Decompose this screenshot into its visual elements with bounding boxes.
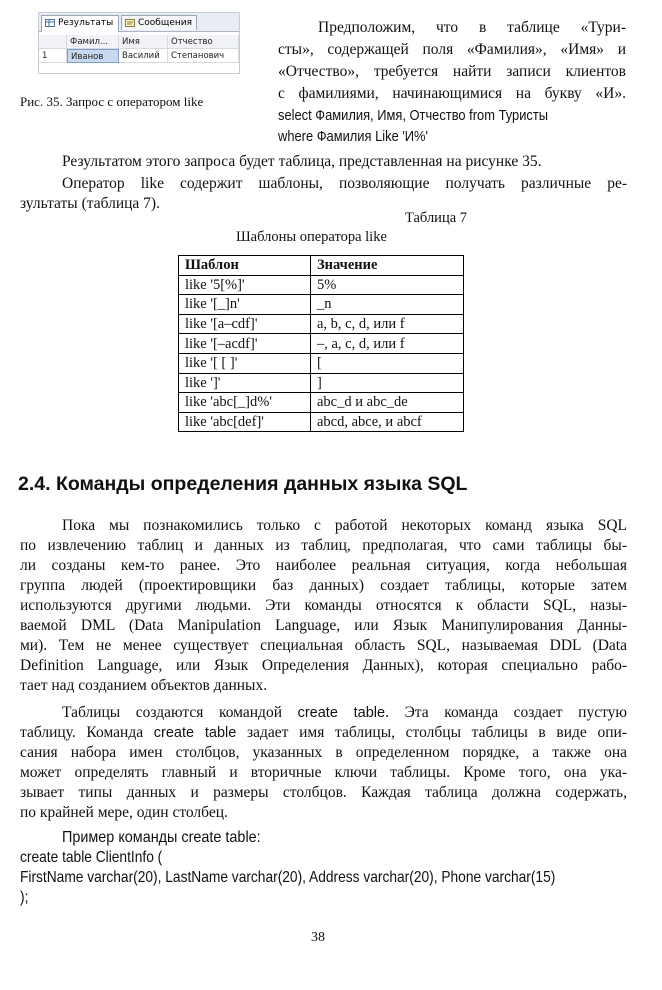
- table-row: [179, 334, 464, 354]
- column-header-pattern: Шаблон: [179, 256, 311, 276]
- like-patterns-table: [178, 255, 464, 432]
- section-heading: 2.4. Команды определения данных языка SQL: [18, 473, 468, 495]
- paragraph-line: по извлечению таблиц и данных из таблиц, предполагая, что сами таблицы бы-: [20, 537, 627, 554]
- grid-cell[interactable]: Василий: [119, 49, 168, 63]
- paragraph-text: Таблицы создаются командой: [62, 704, 298, 721]
- code-inline: create table: [297, 705, 386, 721]
- pattern-cell: like '[–acdf]': [179, 334, 311, 354]
- pattern-cell: like 'abc[def]': [179, 412, 311, 432]
- paragraph-line: группа людей (проектировщики баз данных) создает таблицы, которые затем: [20, 577, 627, 594]
- paragraph-line: Definition Language, или Язык Определения Данных), которая специально рабо-: [20, 657, 627, 674]
- code-inline: create table: [153, 725, 237, 741]
- grid-cell[interactable]: Степанович: [168, 49, 239, 63]
- results-screenshot: [38, 12, 240, 74]
- operator-line: зультаты (таблица 7).: [20, 195, 160, 212]
- intro-line: Предположим, что в таблице «Тури-: [318, 19, 626, 36]
- grid-cell[interactable]: Иванов: [67, 49, 119, 63]
- tab-results-label: Результаты: [58, 18, 114, 28]
- example-label: Пример команды create table:: [62, 829, 261, 846]
- paragraph-text: таблицу. Команда: [20, 724, 154, 741]
- paragraph-line: ваемой DML (Data Manipulation Language, или Язык Манипулирования Данны-: [20, 617, 627, 634]
- meaning-cell: [: [311, 353, 464, 373]
- paragraph-text: . Эта команда создает пустую: [385, 704, 627, 721]
- meaning-cell: abcd, abce, и abcf: [311, 412, 464, 432]
- tab-results[interactable]: [41, 15, 119, 32]
- table-row: [179, 353, 464, 373]
- pattern-cell: like '5[%]': [179, 275, 311, 295]
- paragraph-line: [20, 703, 627, 723]
- figure-caption: Рис. 35. Запрос с оператором like: [20, 94, 204, 109]
- meaning-cell: –, a, c, d, или f: [311, 334, 464, 354]
- table-number: Таблица 7: [405, 210, 468, 226]
- query-line: where Фамилия Like 'И%': [278, 128, 429, 145]
- table-title: Шаблоны оператора like: [236, 229, 387, 245]
- pattern-cell: like '[ [ ]': [179, 353, 311, 373]
- paragraph-text: задает имя таблицы, столбцы таблицы в виде опи-: [236, 724, 627, 741]
- paragraph-line: может определять главный и вторичные ключи таблицы. Кроме того, она ука-: [20, 764, 627, 781]
- query-line: select Фамилия, Имя, Отчество from Туристы: [278, 107, 549, 124]
- paragraph-line: Пока мы познакомились только с работой некоторых команд языка SQL: [62, 517, 627, 534]
- column-header[interactable]: Имя: [119, 35, 168, 49]
- table-row: [179, 295, 464, 315]
- message-icon: [125, 19, 135, 27]
- pattern-cell: like '[a–cdf]': [179, 314, 311, 334]
- intro-line: сты», содержащей поля «Фамилия», «Имя» и: [278, 41, 626, 58]
- paragraph-line: зывает типы данных и размеры столбцов. Каждая таблица должна содержать,: [20, 784, 627, 801]
- paragraph-line: [20, 723, 627, 743]
- row-number: 1: [39, 49, 67, 63]
- table-row: [179, 393, 464, 413]
- intro-line: «Отчество», требуется найти записи клиентов: [278, 63, 626, 80]
- paragraph-line: ли созданы кем-то ранее. Это наиболее реальная ситуация, когда небольшая: [20, 557, 627, 574]
- table-row: [179, 314, 464, 334]
- paragraph-line: по крайней мере, один столбец.: [20, 804, 228, 821]
- table-row: [179, 412, 464, 432]
- table-header-row: [179, 256, 464, 276]
- code-line: );: [20, 889, 29, 906]
- table-row: [179, 275, 464, 295]
- paragraph-line: тает над созданием объектов данных.: [20, 677, 268, 694]
- paragraph-line: используются другими людьми. Эти команды относятся к области SQL, назы-: [20, 597, 627, 614]
- code-line: create table ClientInfo (: [20, 849, 163, 866]
- pattern-cell: like '[_]n': [179, 295, 311, 315]
- page-number: 38: [311, 930, 325, 945]
- operator-line: Оператор like содержит шаблоны, позволяющие получать различные ре-: [62, 175, 627, 192]
- meaning-cell: ]: [311, 373, 464, 393]
- column-header-meaning: Значение: [311, 256, 464, 276]
- tab-messages-label: Сообщения: [138, 18, 193, 28]
- table-row: [179, 373, 464, 393]
- paragraph-line: ми). Тем не менее существует специальная область SQL, называемая DDL (Data: [20, 637, 627, 654]
- meaning-cell: abc_d и abc_de: [311, 393, 464, 413]
- result-sentence: Результатом этого запроса будет таблица, представленная на рисунке 35.: [62, 153, 542, 170]
- meaning-cell: a, b, c, d, или f: [311, 314, 464, 334]
- intro-line: с фамилиями, начинающимися на букву «И».: [278, 85, 626, 102]
- tab-messages[interactable]: [121, 15, 197, 30]
- code-line: FirstName varchar(20), LastName varchar(20), Address varchar(20), Phone varchar(15): [20, 869, 556, 886]
- column-header[interactable]: Фамил...: [67, 35, 119, 49]
- paragraph-line: сания набора имен столбцов, указанных в определенном порядке, а также она: [20, 744, 627, 761]
- pattern-cell: like 'abc[_]d%': [179, 393, 311, 413]
- column-header[interactable]: Отчество: [168, 35, 239, 49]
- grid-icon: [45, 19, 55, 27]
- meaning-cell: _n: [311, 295, 464, 315]
- meaning-cell: 5%: [311, 275, 464, 295]
- results-tabs: [39, 13, 239, 32]
- row-number-header: [39, 35, 67, 49]
- pattern-cell: like ']': [179, 373, 311, 393]
